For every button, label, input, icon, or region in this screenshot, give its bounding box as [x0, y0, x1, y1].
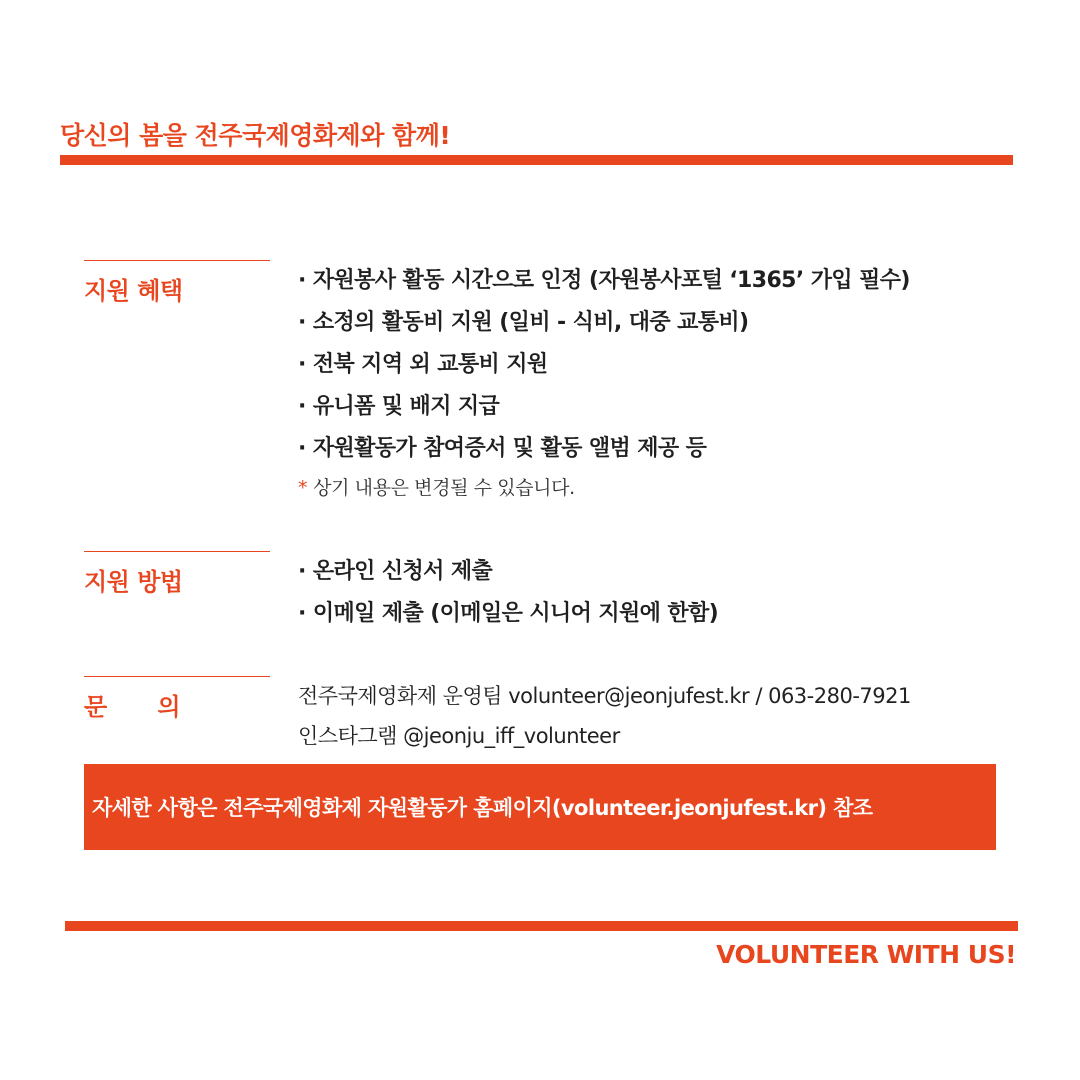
benefits-note-text: 상기 내용은 변경될 수 있습니다.	[313, 477, 575, 499]
contact-label-char-1: 문	[84, 693, 107, 721]
benefit-item-1: · 자원봉사 활동 시간으로 인정 (자원봉사포털 ‘1365’ 가입 필수)	[298, 268, 910, 293]
asterisk-icon: *	[298, 477, 308, 499]
contact-label-char-2: 의	[157, 693, 180, 721]
benefit-item-2: · 소정의 활동비 지원 (일비 - 식비, 대중 교통비)	[298, 310, 749, 335]
method-label: 지원 방법	[84, 551, 270, 597]
method-list	[298, 551, 998, 635]
footer-title: VOLUNTEER WITH US!	[716, 940, 1016, 969]
contact-instagram: 인스타그램 @jeonju_iff_volunteer	[298, 724, 620, 748]
benefits-label: 지원 혜택	[84, 260, 270, 306]
page-title: 당신의 봄을 전주국제영화제와 함께!	[60, 121, 451, 150]
cta-banner	[84, 764, 996, 850]
method-item-1: · 온라인 신청서 제출	[298, 559, 493, 584]
benefits-note	[298, 470, 998, 506]
benefits-list	[298, 260, 998, 506]
cta-text: 자세한 사항은 전주국제영화제 자원활동가 홈페이지(volunteer.jeonjufest.kr) 참조	[92, 796, 873, 820]
benefit-item-3: · 전북 지역 외 교통비 지원	[298, 352, 548, 377]
bottom-divider-bar	[65, 921, 1018, 931]
benefit-item-4: · 유니폼 및 배지 지급	[298, 394, 500, 419]
contact-info	[298, 676, 998, 756]
method-item-2: · 이메일 제출 (이메일은 시니어 지원에 한함)	[298, 601, 719, 626]
top-divider-bar	[60, 155, 1013, 165]
contact-label	[84, 676, 270, 722]
benefit-item-5: · 자원활동가 참여증서 및 활동 앨범 제공 등	[298, 436, 707, 461]
contact-email-phone: 전주국제영화제 운영팀 volunteer@jeonjufest.kr / 063-280-7921	[298, 684, 911, 708]
